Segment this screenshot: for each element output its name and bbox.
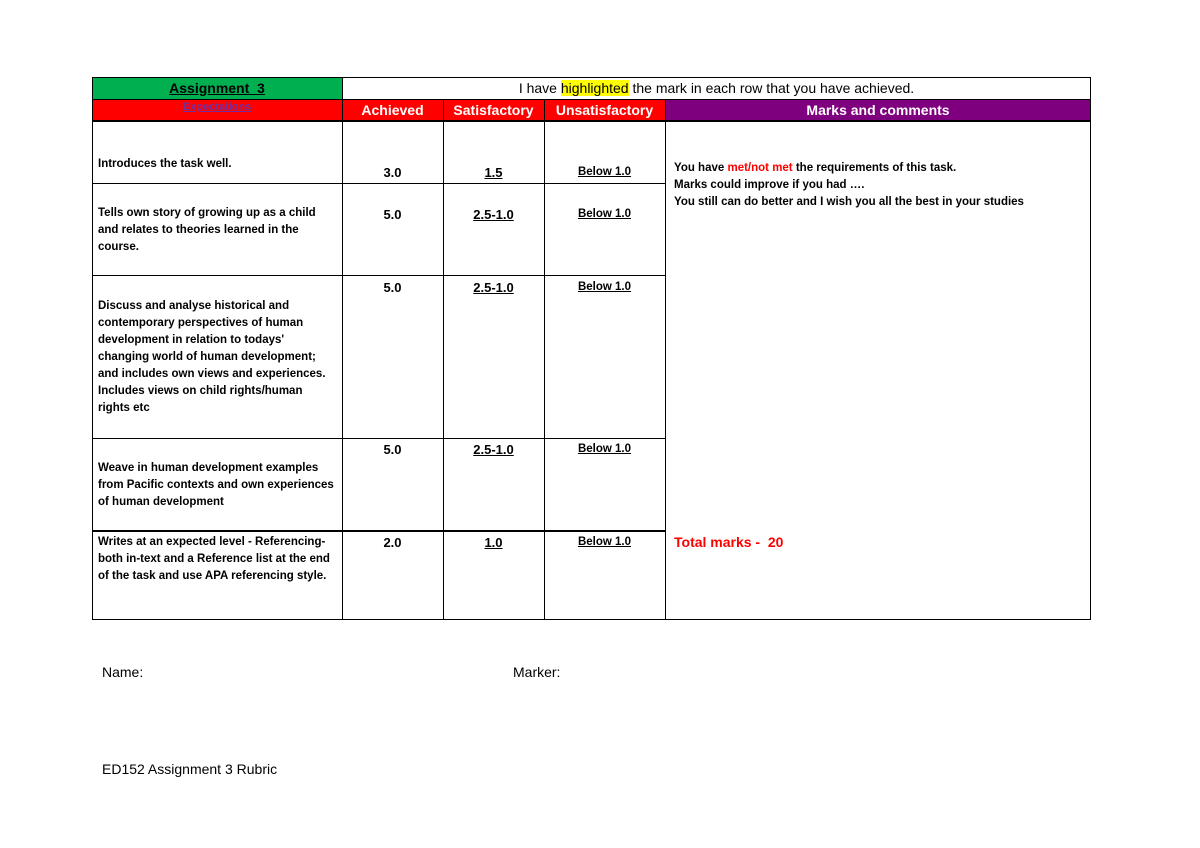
unsatisfactory-mark-4: Below 1.0 xyxy=(577,443,632,455)
instruction-highlight: highlighted xyxy=(560,80,629,96)
achieved-mark-5: 2.0 xyxy=(383,535,402,550)
satisfactory-mark-1: 1.5 xyxy=(484,165,503,180)
criterion-4: Weave in human development examples from Pacific contexts and own experiences of human development xyxy=(98,462,334,508)
criterion-2: Tells own story of growing up as a child and relates to theories learned in the course. xyxy=(98,207,316,253)
unsatisfactory-header: Unsatisfactory xyxy=(544,99,665,121)
instruction-text-after: the mark in each row that you have achieved. xyxy=(628,80,915,96)
marks-comments xyxy=(674,160,1086,211)
unsatisfactory-mark-5: Below 1.0 xyxy=(577,536,632,548)
total-marks: Total marks - 20 xyxy=(674,534,784,550)
satisfactory-mark-5: 1.0 xyxy=(484,535,503,550)
name-label: Name: xyxy=(102,664,144,680)
unsatisfactory-mark-2: Below 1.0 xyxy=(577,208,632,220)
unsatisfactory-mark-3: Below 1.0 xyxy=(577,281,632,293)
comment-line-3: You still can do better and I wish you all the best in your studies xyxy=(674,196,1024,208)
comment-line-2: Marks could improve if you had …. xyxy=(674,179,865,191)
instruction-text-before: I have xyxy=(518,80,561,96)
satisfactory-mark-2: 2.5-1.0 xyxy=(473,207,514,222)
criterion-5: Writes at an expected level - Referencing- both in-text and a Reference list at the end of the task and use APA referencing style. xyxy=(98,536,330,582)
comment-line-1: You have met/not met the requirements of this task. xyxy=(674,162,957,174)
rubric-table xyxy=(92,77,1091,620)
achieved-mark-1: 3.0 xyxy=(383,165,402,180)
satisfactory-mark-3: 2.5-1.0 xyxy=(473,280,514,295)
unsatisfactory-mark-1: Below 1.0 xyxy=(577,166,632,178)
assignment-title: Assignment 3 xyxy=(169,80,265,96)
instruction-cell xyxy=(342,77,1091,99)
assignment-title-cell xyxy=(92,77,342,99)
document-title: ED152 Assignment 3 Rubric xyxy=(102,761,278,777)
expectations-header: Expectations xyxy=(92,99,342,121)
satisfactory-mark-4: 2.5-1.0 xyxy=(473,442,514,457)
achieved-mark-2: 5.0 xyxy=(383,207,402,222)
achieved-mark-3: 5.0 xyxy=(383,280,402,295)
criterion-1: Introduces the task well. xyxy=(98,158,232,170)
achieved-header: Achieved xyxy=(342,99,443,121)
satisfactory-header: Satisfactory xyxy=(443,99,544,121)
achieved-mark-4: 5.0 xyxy=(383,442,402,457)
marker-label: Marker: xyxy=(513,664,561,680)
marks-comments-header: Marks and comments xyxy=(665,99,1091,121)
met-not-met: met/not met xyxy=(727,162,793,174)
criterion-3: Discuss and analyse historical and contemporary perspectives of human development in relation to todays' changing world of human development; and includes own views and experiences. Includes views on child rights/human rights etc xyxy=(98,300,326,414)
